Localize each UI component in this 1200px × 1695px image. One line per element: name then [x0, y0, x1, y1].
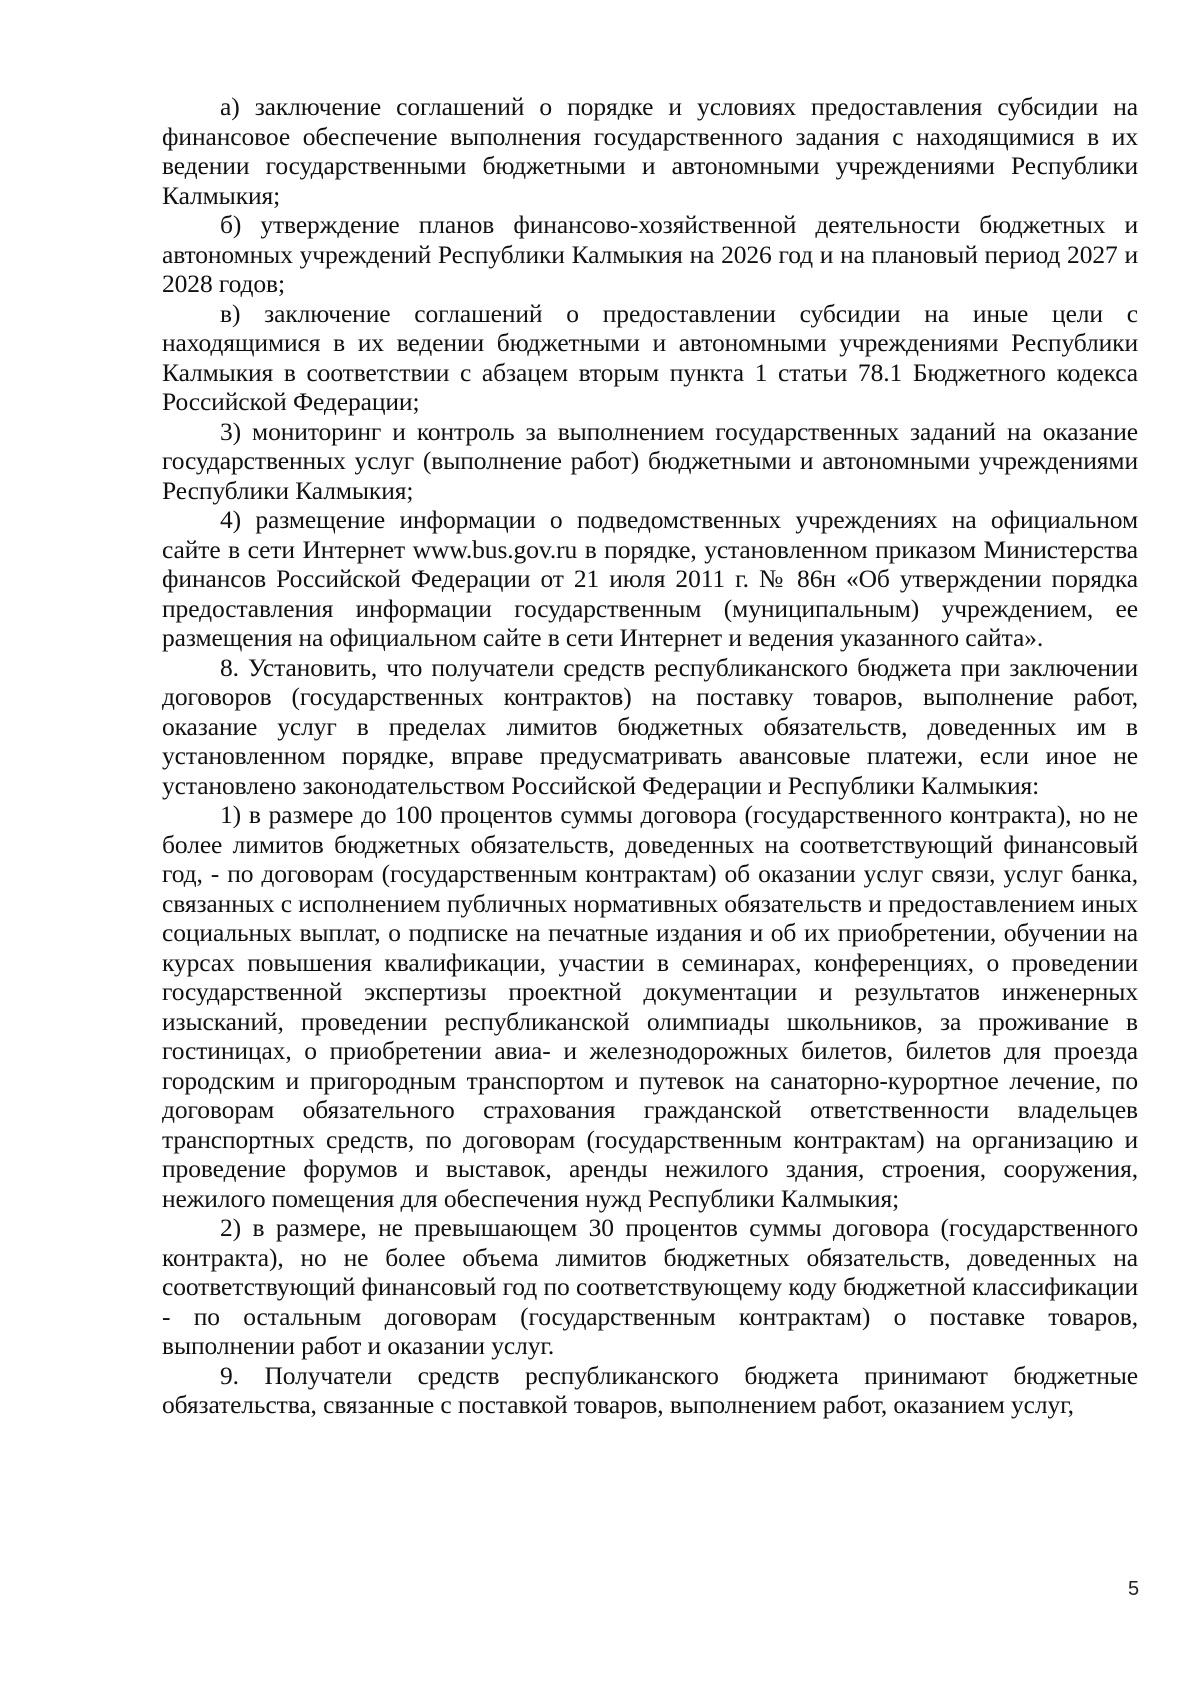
paragraph-a: а) заключение соглашений о порядке и условиях предоставления субсидии на финансовое обеспечение выполнения государственного задания с находящимися в их ведении государственными бюджетными и автономными учреждениями Республики Калмыкия;: [162, 92, 1138, 210]
paragraph-item-3: 3) мониторинг и контроль за выполнением государственных заданий на оказание государственных услуг (выполнение работ) бюджетными и автономными учреждениями Республики Калмыкия;: [162, 416, 1138, 505]
paragraph-b: б) утверждение планов финансово-хозяйственной деятельности бюджетных и автономных учреждений Республики Калмыкия на 2026 год и на плановый период 2027 и 2028 годов;: [162, 210, 1138, 298]
paragraph-section-9: 9. Получатели средств республиканского бюджета принимают бюджетные обязательства, связанные с поставкой товаров, выполнением работ, оказанием услуг,: [162, 1360, 1138, 1419]
page-number: 5: [1128, 1578, 1140, 1600]
paragraph-8-item-1: 1) в размере до 100 процентов суммы договора (государственного контракта), но не более лимитов бюджетных обязательств, доведенных на соответствующий финансовый год, - по договорам (государственным контрактам) об оказании услуг связи, услуг банка, связанных с исполнением публичных нормативных обязательств и предоставлением иных социальных выплат, о подписке на печатные издания и об их приобретении, обучении на курсах повышения квалификации, участии в семинарах, конференциях, о проведении государственной экспертизы проектной документации и результатов инженерных изысканий, проведении республиканской олимпиады школьников, за проживание в гостиницах, о приобретении авиа- и железнодорожных билетов, билетов для проезда городским и пригородным транспортом и путевок на санаторно-курортное лечение, по договорам обязательного страхования гражданской ответственности владельцев транспортных средств, по договорам (государственным контрактам) на организацию и проведение форумов и выставок, аренды нежилого здания, строения, сооружения, нежилого помещения для обеспечения нужд Республики Калмыкия;: [162, 800, 1138, 1213]
document-body: [162, 92, 1138, 1420]
paragraph-v: в) заключение соглашений о предоставлении субсидии на иные цели с находящимися в их ведении бюджетными и автономными учреждениями Республики Калмыкия в соответствии с абзацем вторым пункта 1 статьи 78.1 Бюджетного кодекса Российской Федерации;: [162, 298, 1138, 416]
paragraph-8-item-2: 2) в размере, не превышающем 30 процентов суммы договора (государственного контракта), но не более объема лимитов бюджетных обязательств, доведенных на соответствующий финансовый год по соответствующему коду бюджетной классификации - по остальным договорам (государственным контрактам) о поставке товаров, выполнении работ и оказании услуг.: [162, 1213, 1138, 1360]
paragraph-item-4: 4) размещение информации о подведомственных учреждениях на официальном сайте в сети Интернет www.bus.gov.ru в порядке, установленном приказом Министерства финансов Российской Федерации от 21 июля 2011 г. № 86н «Об утверждении порядка предоставления информации государственным (муниципальным) учреждением, ее размещения на официальном сайте в сети Интернет и ведения указанного сайта».: [162, 505, 1138, 652]
paragraph-section-8: 8. Установить, что получатели средств республиканского бюджета при заключении договоров (государственных контрактов) на поставку товаров, выполнение работ, оказание услуг в пределах лимитов бюджетных обязательств, доведенных им в установленном порядке, вправе предусматривать авансовые платежи, если иное не установлено законодательством Российской Федерации и Республики Калмыкия:: [162, 652, 1138, 800]
